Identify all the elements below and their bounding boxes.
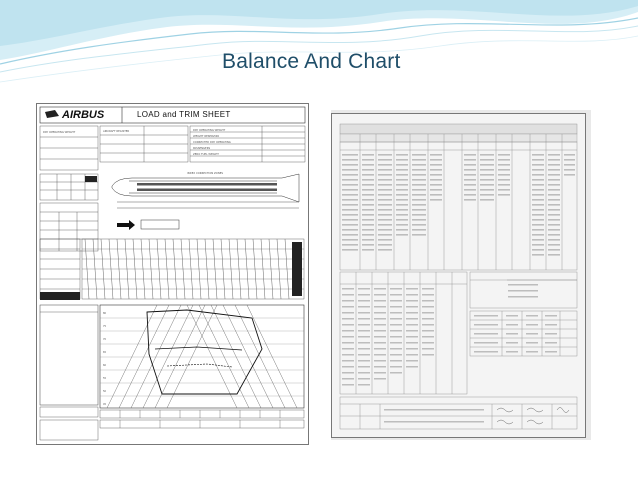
svg-text:PASSENGERS: PASSENGERS [193, 147, 211, 150]
svg-text:55: 55 [103, 377, 107, 380]
svg-text:AIRCRAFT REGISTER: AIRCRAFT REGISTER [103, 130, 130, 133]
svg-text:50: 50 [103, 390, 107, 393]
balance-table-sheet [331, 113, 586, 438]
load-trim-sheet-title: LOAD and TRIM SHEET [137, 110, 231, 119]
svg-text:70: 70 [103, 338, 107, 341]
load-trim-sheet-drawing [37, 104, 308, 444]
header-wave-decoration [0, 0, 638, 90]
slide-title: Balance And Chart [222, 50, 401, 73]
svg-text:45: 45 [103, 403, 107, 406]
load-trim-sheet [36, 103, 309, 445]
svg-text:65: 65 [103, 351, 107, 354]
svg-text:DRY OPERATING WEIGHT: DRY OPERATING WEIGHT [193, 129, 226, 132]
svg-text:INDEX CORRECTION ZONES: INDEX CORRECTION ZONES [187, 172, 224, 175]
svg-text:80: 80 [103, 312, 107, 315]
balance-table-drawing [332, 114, 585, 437]
svg-text:ZERO FUEL WEIGHT: ZERO FUEL WEIGHT [193, 153, 219, 156]
svg-text:DRY OPERATING WEIGHT: DRY OPERATING WEIGHT [43, 131, 76, 134]
airbus-logo: AIRBUS [62, 109, 105, 121]
svg-text:75: 75 [103, 325, 107, 328]
svg-text:WEIGHT RESERVOIR: WEIGHT RESERVOIR [193, 135, 220, 138]
svg-text:60: 60 [103, 364, 107, 367]
svg-text:CORRECTED DRY OPERATING: CORRECTED DRY OPERATING [193, 141, 231, 144]
